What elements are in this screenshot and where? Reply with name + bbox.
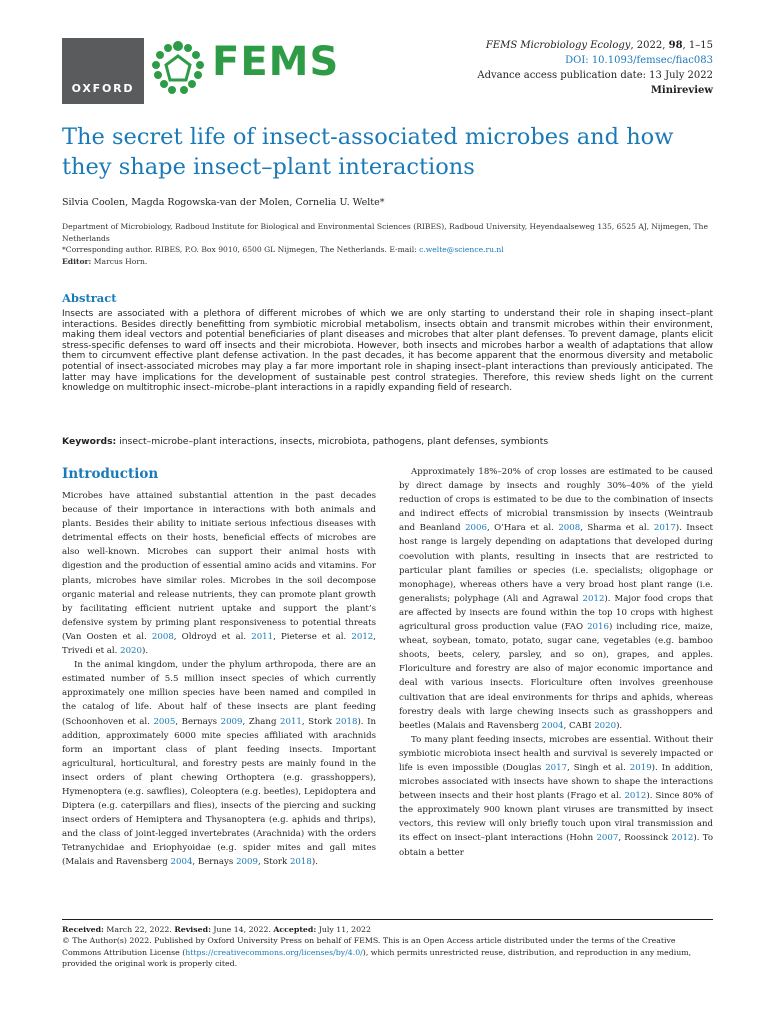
keywords-label: Keywords: xyxy=(62,436,117,447)
citation-link[interactable]: 2017 xyxy=(545,762,568,773)
body-column-right xyxy=(399,465,713,860)
abstract-text: Insects are associated with a plethora of different microbes of which we are only starting to understand their role in shaping insect–plant interactions. Besides directly benefitting from symbiotic microbial metabolism, insects obtain and transmit microbes within their environment, making them ideal vectors and potential beneficiaries of plant diseases and microbes that alter plant defenses. To prevent damage, plants elicit stress-specific defenses to ward off insects and their microbiota. However, both insects and microbes harbor a wealth of adaptations that allow them to circumvent effective plant defense activation. In the past decades, it has become apparent that the enormous diversity and metabolic potential of insect-associated microbes may play a far more important role in shaping insect–plant interactions than previously anticipated. The latter may have implications for the development of sustainable pest control strategies. Therefore, this review sheds light on the current knowledge on multitrophic insect–microbe–plant interactions in a rapidly expanding field of research. xyxy=(62,309,713,394)
journal-name: FEMS Microbiology Ecology xyxy=(485,40,631,51)
citation-link[interactable]: 2011 xyxy=(280,716,302,727)
fems-emblem-icon xyxy=(148,38,208,98)
journal-volume: 98 xyxy=(668,40,683,51)
citation-link[interactable]: 2020 xyxy=(120,646,142,657)
corresponding-author xyxy=(62,244,712,256)
journal-pages: , 1–15 xyxy=(682,40,713,51)
editor-name: Marcus Horn. xyxy=(91,256,148,266)
citation-link[interactable]: 2017 xyxy=(653,523,676,534)
history-dates xyxy=(62,924,713,935)
license-text: © The Author(s) 2022. Published by Oxford University Press on behalf of FEMS. This is an Open Access article distributed under the terms of the Creative Commons Attribution License ( xyxy=(62,936,676,957)
editor-line xyxy=(62,256,712,268)
article-title: The secret life of insect-associated microbes and how they shape insect–plant interactions xyxy=(62,124,674,180)
citation-link[interactable]: 2018 xyxy=(335,716,358,727)
body-column-left xyxy=(62,465,376,870)
received-date: March 22, 2022. xyxy=(103,925,175,934)
email-link[interactable]: c.welte@science.ru.nl xyxy=(419,245,504,254)
received-label: Received: xyxy=(62,925,104,934)
abstract-heading: Abstract xyxy=(62,291,117,305)
paragraph: To many plant feeding insects, microbes are essential. Without their symbiotic microbiota insect health and survival is severely impacted or life is even impossible (Douglas 2017, Singh et al. 2019). In addition, microbes associated with insects have shown to shape the interactions between insects and their host plants (Frago et al. 2012). Since 80% of the approximately 900 known plant viruses are transmitted by insect vectors, this review will only briefly touch upon viral transmission and its effect on insect–plant interactions (Hohn 2007, Roossinck 2012). To obtain a better xyxy=(399,734,714,858)
advance-access-date: Advance access publication date: 13 July 2022 xyxy=(477,70,713,81)
affiliations xyxy=(62,221,712,267)
affiliation-text: Department of Microbiology, Radboud Institute for Biological and Environmental Sciences (RIBES), Radboud University, Heyendaalseweg 135, 6525 AJ, Nijmegen, The Netherlands xyxy=(62,222,708,243)
citation-link[interactable]: 2012 xyxy=(582,593,605,604)
oxford-logo xyxy=(62,38,144,104)
author-list: Silvia Coolen, Magda Rogowska-van der Molen, Cornelia U. Welte* xyxy=(62,197,385,208)
journal-year: , 2022, xyxy=(630,40,669,51)
keywords-list: insect–microbe–plant interactions, insects, microbiota, pathogens, plant defenses, symbionts xyxy=(116,436,549,447)
license-statement xyxy=(62,935,713,969)
citation-link[interactable]: 2005 xyxy=(153,716,176,727)
citation-link[interactable]: 2009 xyxy=(220,716,243,727)
citation-link[interactable]: 2008 xyxy=(151,631,174,642)
citation-link[interactable]: 2008 xyxy=(558,523,581,534)
accepted-label: Accepted: xyxy=(273,925,317,934)
citation-link[interactable]: 2007 xyxy=(596,833,619,844)
keywords xyxy=(62,436,548,447)
publisher-name: OXFORD xyxy=(71,82,135,95)
paragraph: Approximately 18%–20% of crop losses are estimated to be caused by direct damage by insects and roughly 30%–40% of the yield reduction of crops is estimated to be due to the combination of insects and indirect effects of microbial transmission by insects (Weintraub and Beanland 2006, O’Hara et al. 2008, Sharma et al. 2017). Insect host range is largely depending on adaptations that developed during coevolution with plants, resulting in insects that are restricted to particular plant families or species (i.e. specialists; oligophage or monophage), whereas others have a very broad host plant range (i.e. generalists; polyphage (Ali and Agrawal 2012). Major food crops that are affected by insects are found within the top 10 crops with highest agricultural gross production value (FAO 2016) including rice, maize, wheat, soybean, tomato, potato, sugar cane, vegetables (e.g. bamboo shoots, beets, celery, parsley, and so on), grapes, and apples. Floriculture and forestry are also of major economic importance and deal with various insects. Floriculture often involves greenhouse cultivation that are ideal environments for thrips and aphids, whereas forestry deals with large chewing insects such as grasshoppers and beetles (Malais and Ravensberg 2004, CABI 2020). xyxy=(399,467,714,731)
paragraph: Microbes have attained substantial attention in the past decades because of their importance in interactions with both animals and plants. Besides their ability to initiate serious infectious diseases with detrimental effects on their hosts, beneficial effects of microbes are also well-known. Microbes can support their animal hosts with digestion and the production of essential amino acids and vitamins. For plants, microbes have similar roles. Microbes in the soil decompose organic material and release nutrients, they can promote plant growth by facilitating efficient nutrient uptake and support the plant’s defensive system by priming plant responsiveness to potential threats (Van Oosten et al. 2008, Oldroyd et al. 2011, Pieterse et al. 2012, Trivedi et al. 2020). xyxy=(62,491,377,657)
editor-label: Editor: xyxy=(62,256,92,266)
journal-header xyxy=(62,38,713,104)
citation-link[interactable]: 2016 xyxy=(587,622,609,633)
article-type: Minireview xyxy=(650,85,713,96)
citation-link[interactable]: 2020 xyxy=(594,720,617,731)
citation-link[interactable]: 2006 xyxy=(465,523,487,534)
citation-link[interactable]: 2012 xyxy=(351,631,374,642)
introduction-heading: Introduction xyxy=(62,466,159,482)
corresponding-address: *Corresponding author. RIBES, P.O. Box 9010, 6500 GL Nijmegen, The Netherlands. E-mail: xyxy=(62,245,420,254)
citation-link[interactable]: 2009 xyxy=(236,857,258,868)
citation-link[interactable]: 2004 xyxy=(541,720,564,731)
journal-citation xyxy=(477,38,713,98)
citation-link[interactable]: 2012 xyxy=(671,833,694,844)
revised-label: Revised: xyxy=(174,925,211,934)
citation-link[interactable]: 2011 xyxy=(251,631,274,642)
doi-link[interactable]: DOI: 10.1093/femsec/fiac083 xyxy=(565,55,713,66)
citation-link[interactable]: 2018 xyxy=(289,857,312,868)
citation-link[interactable]: 2004 xyxy=(170,857,193,868)
revised-date: June 14, 2022. xyxy=(210,925,274,934)
footer-divider xyxy=(62,919,713,920)
fems-wordmark: FEMS xyxy=(212,39,340,85)
license-link[interactable]: https://creativecommons.org/licenses/by/4.0/ xyxy=(185,947,363,957)
citation-link[interactable]: 2019 xyxy=(629,762,652,773)
article-footer xyxy=(62,924,713,969)
citation-link[interactable]: 2012 xyxy=(624,791,647,802)
paragraph: In the animal kingdom, under the phylum arthropoda, there are an estimated number of 5.5 million insect species of which currently approximately one million species have been named and compiled in the catalog of life. About half of these insects are plant feeding (Schoonhoven et al. 2005, Bernays 2009, Zhang 2011, Stork 2018). In addition, approximately 6000 mite species affiliated with arachnids form an important class of plant feeding insects. Important agricultural, horticultural, and forestry pests are mainly found in the insect orders of plant chewing Orthoptera (e.g. grasshoppers), Hymenoptera (e.g. sawflies), Coleoptera (e.g. beetles), Lepidoptera and Diptera (e.g. caterpillars and flies), insects of the piercing and sucking insect orders of Hemiptera and Thysanoptera (e.g. aphids and thrips), and the class of joint-legged invertebrates (Arachnida) with the orders Tetranychidae and Eriophyoidae (e.g. spider mites and gall mites (Malais and Ravensberg 2004, Bernays 2009, Stork 2018). xyxy=(62,660,377,868)
license-text-end: ), which permits unrestricted reuse, distribution, and reproduction in any medium, provided the original work is properly cited. xyxy=(62,947,692,968)
accepted-date: July 11, 2022 xyxy=(316,925,371,934)
